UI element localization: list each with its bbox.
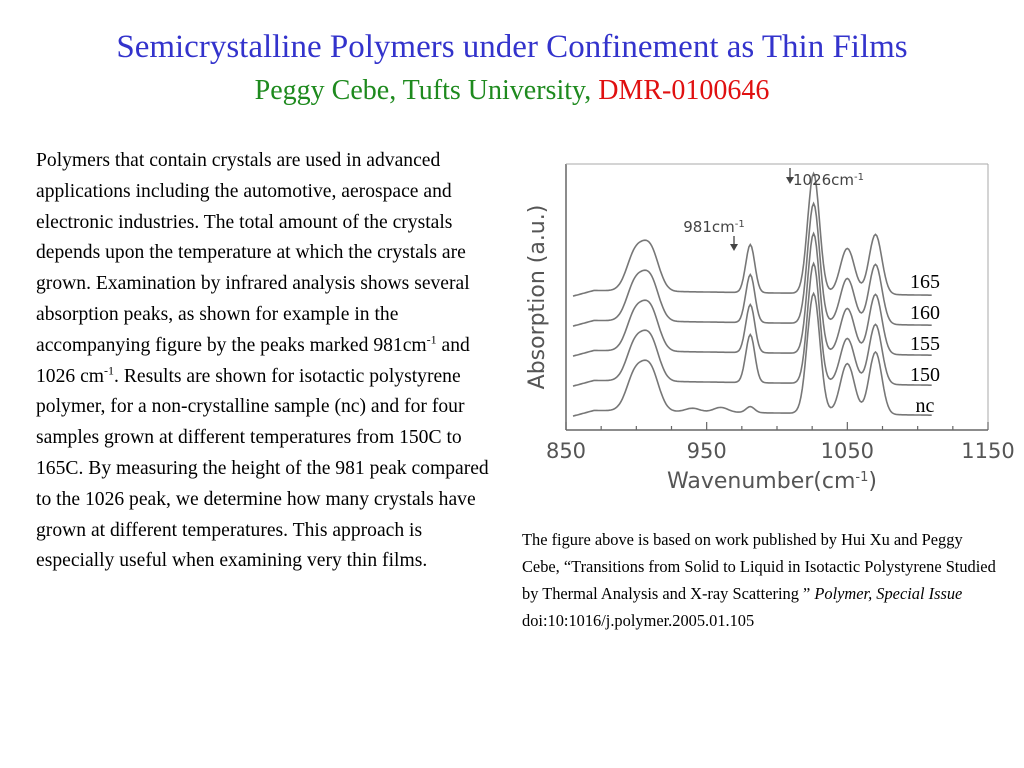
x-axis-label: $Wavenumber(cm^{-1})$ bbox=[667, 469, 877, 494]
body-text-part-2: and 1026 cm bbox=[36, 334, 470, 387]
series-label: nc bbox=[915, 395, 935, 417]
series-label: 165 bbox=[910, 271, 940, 293]
figure-caption bbox=[522, 526, 1002, 634]
superscript: -1 bbox=[426, 332, 437, 347]
slide-title: Semicrystalline Polymers under Confinement as Thin Films bbox=[116, 29, 908, 65]
caption-text: The figure above is based on work published by Hui Xu and Peggy Cebe, “Transitions from Solid to Liquid in Isotactic Polystyrene Studied by Thermal Analysis and X-ray Scattering ” bbox=[522, 530, 996, 603]
grant-number: DMR-0100646 bbox=[598, 75, 770, 106]
body-paragraph bbox=[36, 146, 498, 577]
peak-annotation-1026 bbox=[786, 168, 864, 189]
ir-spectrum-chart bbox=[508, 150, 1015, 500]
svg-text:1026cm-1: $1026cm^{-1}$ bbox=[793, 171, 865, 189]
x-tick-label: 1150 bbox=[961, 439, 1015, 463]
y-axis-label: Absorption (a.u.) bbox=[525, 204, 550, 390]
journal-name: Polymer, Special Issue bbox=[814, 584, 963, 603]
caption-doi: doi:10:1016/j.polymer.2005.01.105 bbox=[522, 611, 755, 630]
series-label: 160 bbox=[910, 302, 940, 324]
series-label: 155 bbox=[910, 333, 940, 355]
slide-subtitle bbox=[0, 74, 1024, 108]
x-tick-label: 1050 bbox=[820, 439, 875, 463]
x-tick-label: 850 bbox=[545, 439, 587, 463]
peak-annotation-981 bbox=[683, 218, 744, 251]
author-affiliation: Peggy Cebe, Tufts University, bbox=[254, 75, 592, 106]
series-label: 150 bbox=[910, 364, 940, 386]
superscript: -1 bbox=[104, 363, 115, 378]
plot-frame bbox=[566, 164, 988, 430]
body-text-part-3: . Results are shown for isotactic polystyrene polymer, for a non-crystalline sample (nc) and for four samples grown at different temperatures from 150C to 165C. By measuring the height of the 981 peak compared to the 1026 peak, we determine how many crystals have grown at different temperatures. This approach is especially useful when examining very thin films. bbox=[36, 365, 489, 572]
svg-text:981cm-1: $981cm^{-1}$ bbox=[683, 218, 745, 236]
x-tick-label: 950 bbox=[686, 439, 727, 463]
body-text-part-1: Polymers that contain crystals are used in advanced applications including the automotive, aerospace and electronic industries. The total amount of the crystals depends upon the temperature at which the crystals are grown. Examination by infrared analysis shows several absorption peaks, as shown for example in the accompanying figure by the peaks marked 981cm bbox=[36, 150, 470, 356]
